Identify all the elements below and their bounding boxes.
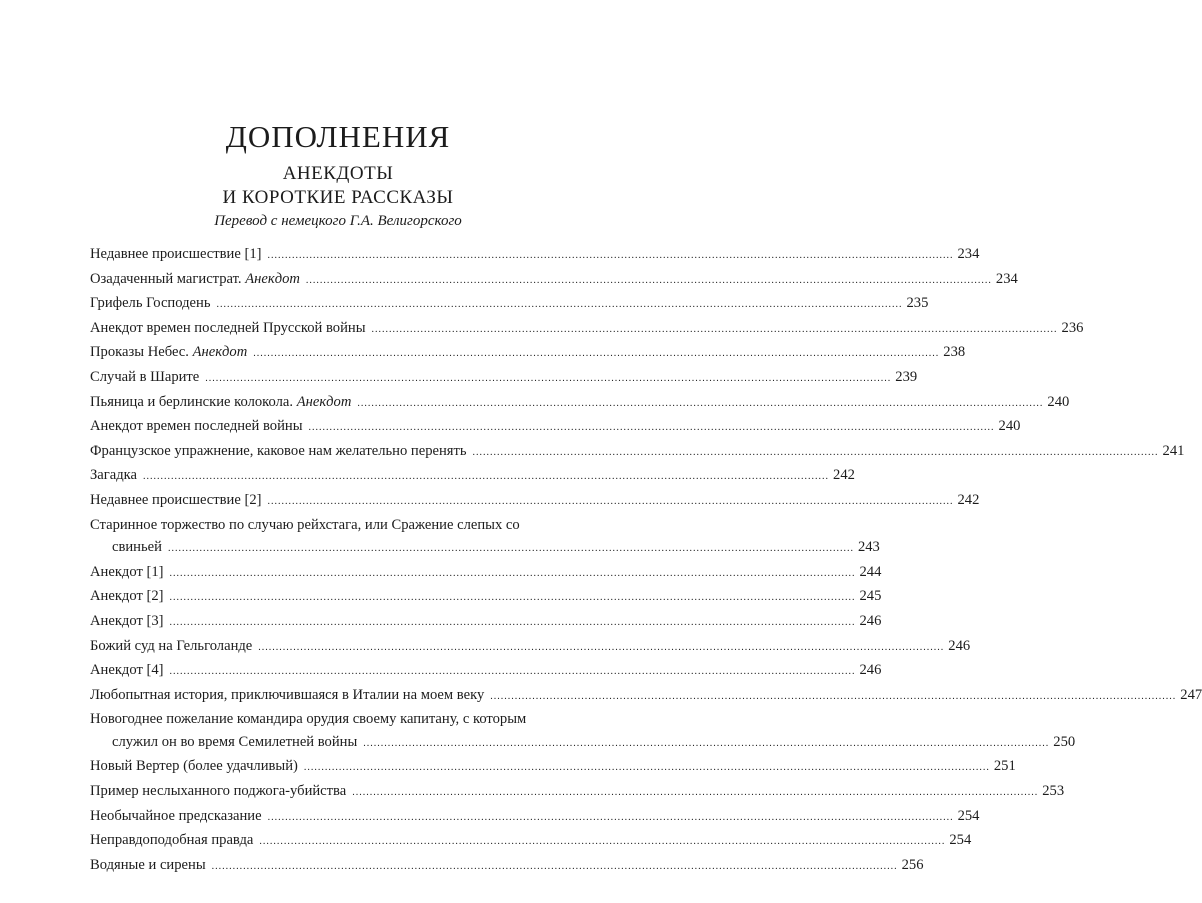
toc-entry: [90, 708, 1076, 755]
toc-entry-page-number: 247: [1180, 686, 1202, 703]
toc-entry-page-number: 236: [1061, 319, 1084, 336]
page-title: ДОПОЛНЕНИЯ: [225, 119, 451, 154]
toc-entry-title-wrap: [90, 341, 247, 364]
toc-entry-title: Грифель Господень: [90, 295, 211, 312]
dot-leader: ....................................................................................................................................................................................................: [267, 811, 954, 823]
toc-entry-page-number: 240: [998, 418, 1021, 435]
toc-entry-title-wrap: [90, 684, 484, 707]
toc-entry-title: Анекдот времен последней войны: [90, 418, 303, 435]
toc-entry-title: Анекдот времен последней Прусской войны: [90, 319, 366, 336]
toc-entry-page-number: 242: [957, 491, 980, 508]
toc-entry-page-number: 246: [948, 637, 971, 654]
toc-entry-title-wrap: [90, 805, 262, 828]
toc-entry-page-number: 250: [1053, 733, 1076, 750]
dot-leader: ....................................................................................................................................................................................................: [303, 762, 990, 774]
dot-leader: ....................................................................................................................................................................................................: [253, 348, 940, 360]
dot-leader: ....................................................................................................................................................................................................: [305, 274, 992, 286]
toc-entry: [90, 561, 882, 586]
toc-entry-title-wrap: [90, 755, 298, 778]
toc-entry: [90, 635, 971, 660]
dot-leader: ....................................................................................................................................................................................................: [371, 323, 1058, 335]
toc-entry-title-wrap: [90, 464, 137, 487]
toc-entry-page-number: 234: [995, 270, 1018, 287]
toc-entry: [90, 610, 882, 635]
toc-entry: [90, 268, 1018, 293]
toc-entry-title-wrap: [90, 317, 366, 340]
toc-entry-title: Пример неслыханного поджога-убийства: [90, 783, 347, 800]
section-title: [0, 162, 676, 210]
toc-entry-page-number: 244: [859, 563, 882, 580]
toc-entry-title: Анекдот [3]: [90, 612, 164, 629]
dot-leader: ....................................................................................................................................................................................................: [357, 397, 1044, 409]
section-title-line-1: АНЕКДОТЫ: [282, 163, 394, 184]
toc-entry-page-number: 240: [1047, 393, 1070, 410]
toc-entry-page-number: 239: [895, 368, 918, 385]
toc-entry-title: Французское упражнение, каковое нам желательно перенять: [90, 442, 467, 459]
toc-entry-title: Озадаченный магистрат.: [90, 270, 242, 287]
toc-entry: [90, 292, 929, 317]
toc-entry-page-number: 241: [1162, 442, 1185, 459]
toc-entry-title: Анекдот [1]: [90, 563, 164, 580]
toc-entry: [90, 415, 1021, 440]
dot-leader: ....................................................................................................................................................................................................: [308, 422, 995, 434]
toc-entry-title-wrap: [90, 829, 253, 852]
toc-entry: [90, 514, 880, 561]
toc-entry: [90, 829, 972, 854]
toc-entry: [90, 684, 1202, 709]
toc-entry-title-wrap: [90, 561, 164, 584]
table-of-contents: [90, 243, 1202, 878]
dot-leader: ....................................................................................................................................................................................................: [352, 787, 1039, 799]
toc-entry-title: Любопытная история, приключившаяся в Италии на моем веку: [90, 686, 485, 703]
toc-entry: [90, 805, 980, 830]
toc-entry-page-number: 235: [906, 295, 929, 312]
toc-entry-title: Старинное торжество по случаю рейхстага, или Сражение слепых со: [90, 516, 520, 533]
toc-entry-title: Недавнее происшествие [1]: [90, 246, 262, 262]
dot-leader: ....................................................................................................................................................................................................: [169, 616, 856, 628]
toc-entry: [90, 243, 980, 268]
toc-entry-page-number: 243: [857, 539, 880, 556]
toc-entry: [90, 585, 882, 610]
toc-entry-page-number: 254: [957, 807, 980, 824]
toc-entry-title-wrap: [90, 854, 206, 877]
toc-entry-title-wrap: [90, 585, 164, 608]
toc-entry-title-wrap: [90, 268, 300, 291]
toc-entry-title: Загадка: [90, 467, 138, 484]
toc-entry-title: Случай в Шарите: [90, 368, 200, 385]
toc-entry-page-number: 254: [949, 832, 972, 849]
dot-leader: ....................................................................................................................................................................................................: [267, 495, 954, 507]
toc-entry-page-number: 242: [833, 467, 855, 484]
dot-leader: ....................................................................................................................................................................................................: [490, 690, 1177, 702]
toc-entry-page-number: 253: [1042, 783, 1065, 800]
section-title-line-2: И КОРОТКИЕ РАССКАЗЫ: [222, 187, 454, 208]
toc-entry-page-number: 256: [901, 856, 924, 873]
toc-entry-page-number: 251: [993, 758, 1016, 775]
toc-entry-page-number: 246: [859, 612, 882, 629]
toc-entry-title-wrap: [90, 610, 164, 633]
toc-entry: [90, 440, 1185, 465]
toc-entry: [90, 780, 1065, 805]
toc-entry-title-wrap: [90, 391, 351, 414]
dot-leader: ....................................................................................................................................................................................................: [143, 471, 830, 483]
dot-leader: ....................................................................................................................................................................................................: [169, 666, 856, 678]
toc-entry-title: Пьяница и берлинские колокола.: [90, 393, 294, 410]
dot-leader: ....................................................................................................................................................................................................: [258, 641, 945, 653]
toc-entry-title-wrap: [90, 243, 262, 266]
toc-entry-title-continuation: служил он во время Семилетней войны: [112, 733, 358, 750]
toc-entry-title-wrap: [90, 440, 467, 463]
dot-leader: ....................................................................................................................................................................................................: [167, 543, 854, 555]
toc-entry: [90, 659, 882, 684]
toc-entry-title-wrap: [90, 366, 199, 389]
toc-entry-title: Божий суд на Гельголанде: [90, 637, 253, 654]
toc-entry: [90, 366, 918, 391]
toc-entry-page-number: 238: [943, 344, 966, 361]
toc-entry-title-wrap: [90, 659, 164, 682]
toc-entry-title: Новогоднее пожелание командира орудия своему капитану, с которым: [90, 711, 527, 728]
toc-entry-title: Неправдоподобная правда: [90, 832, 254, 849]
toc-entry-title-wrap: [90, 489, 262, 512]
toc-entry: [90, 489, 980, 514]
toc-entry-page-number: 234: [957, 246, 980, 262]
dot-leader: ....................................................................................................................................................................................................: [211, 860, 898, 872]
toc-entry-title-wrap: [90, 780, 346, 803]
toc-entry-genre: Анекдот: [192, 344, 248, 361]
toc-entry-title-continuation: свиньей: [112, 539, 162, 556]
dot-leader: ....................................................................................................................................................................................................: [259, 836, 946, 848]
toc-entry-title: Недавнее происшествие [2]: [90, 491, 262, 508]
translator-credit: Перевод с немецкого Г.А. Велигорского: [214, 213, 462, 229]
toc-entry: [90, 464, 855, 489]
toc-entry-page-number: 246: [859, 662, 882, 679]
toc-entry: [90, 341, 966, 366]
dot-leader: ....................................................................................................................................................................................................: [169, 567, 856, 579]
toc-entry-title: Новый Вертер (более удачливый): [90, 758, 298, 775]
toc-entry-title: Водяные и сирены: [90, 856, 206, 873]
dot-leader: ....................................................................................................................................................................................................: [169, 592, 856, 604]
toc-entry: [90, 317, 1084, 342]
toc-entry-title-wrap: [90, 292, 211, 315]
toc-entry: [90, 854, 924, 879]
toc-entry-genre: Анекдот: [296, 393, 352, 410]
toc-entry: [90, 755, 1016, 780]
toc-entry-title: Проказы Небес.: [90, 344, 189, 361]
toc-entry: [90, 391, 1070, 416]
toc-entry-title-wrap: [90, 635, 252, 658]
dot-leader: ....................................................................................................................................................................................................: [205, 372, 892, 384]
dot-leader: ....................................................................................................................................................................................................: [472, 446, 1159, 458]
dot-leader: ....................................................................................................................................................................................................: [267, 250, 954, 261]
toc-entry-title-wrap: [90, 415, 303, 438]
toc-entry-genre: Анекдот: [245, 270, 300, 287]
toc-entry-title: Анекдот [2]: [90, 588, 164, 605]
toc-entry-title: Необычайное предсказание: [90, 807, 262, 824]
dot-leader: ....................................................................................................................................................................................................: [216, 299, 903, 311]
dot-leader: ....................................................................................................................................................................................................: [363, 737, 1050, 749]
toc-entry-title: Анекдот [4]: [90, 662, 164, 679]
toc-entry-page-number: 245: [859, 588, 882, 605]
